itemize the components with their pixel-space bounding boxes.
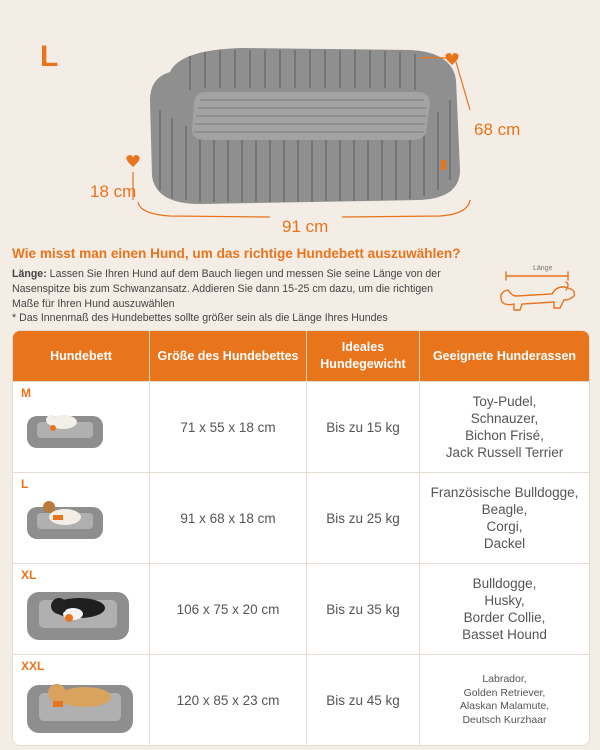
breeds-cell	[420, 655, 589, 745]
breed-item: Dackel	[483, 536, 526, 551]
dims-cell: 120 x 85 x 23 cm	[150, 655, 307, 745]
table-row	[13, 472, 589, 563]
bed-cell	[13, 564, 150, 654]
height-dimension: 18 cm	[90, 182, 137, 201]
breed-item: Toy-Pudel,	[472, 394, 537, 409]
table-row	[13, 381, 589, 472]
breed-item: Labrador,	[482, 673, 527, 685]
size-tag: XXL	[21, 659, 45, 673]
breed-item: Golden Retriever,	[463, 686, 546, 699]
weight-cell: Bis zu 25 kg	[307, 473, 420, 563]
header-breeds: Geeignete Hunderassen	[432, 348, 577, 363]
weight-cell: Bis zu 45 kg	[307, 655, 420, 745]
breed-item: Alaskan Malamute,	[459, 700, 550, 712]
breeds-cell	[420, 382, 589, 472]
dog-bed-thumbnail	[23, 675, 137, 737]
weight-cell: Bis zu 35 kg	[307, 564, 420, 654]
width-dimension: 91 cm	[282, 217, 329, 236]
bed-cell	[13, 382, 150, 472]
breed-item: Deutsch Kurzhaar	[462, 713, 547, 726]
size-tag: XL	[21, 568, 37, 582]
breeds-cell	[420, 473, 589, 563]
dims-cell: 106 x 75 x 20 cm	[150, 564, 307, 654]
length-illustration-label: Länge	[533, 265, 553, 272]
header-bed: Hundebett	[13, 331, 150, 381]
dims-cell: 71 x 55 x 18 cm	[150, 382, 307, 472]
desc-label: Länge:	[12, 268, 47, 280]
desc-text: Lassen Sie Ihren Hund auf dem Bauch liegen und messen Sie seine Länge von der Nasenspitze bis zum Schwanzansatz. Addieren Sie dann 15-25 cm dazu, um die richtigen Maße für Ihren Hund auszuwählen	[12, 268, 441, 310]
dims-cell: 91 x 68 x 18 cm	[150, 473, 307, 563]
header-bed-size: Größe des Hundebettes	[150, 331, 307, 381]
breed-item: Schnauzer,	[470, 411, 539, 426]
header-weight: Ideales Hundegewicht	[307, 331, 420, 381]
breed-item: Basset Hound	[462, 627, 547, 642]
measure-description	[12, 267, 442, 326]
measure-question-heading: Wie misst man einen Hund, um das richtige Hundebett auszuwählen?	[12, 246, 461, 261]
size-tag: M	[21, 386, 31, 400]
table-header-row	[13, 331, 589, 381]
breed-item: Jack Russell Terrier	[445, 445, 564, 460]
breed-item: Husky,	[484, 593, 525, 608]
size-chart-table	[12, 330, 590, 746]
breed-item: Border Collie,	[463, 610, 546, 625]
breed-item: Französische Bulldogge,	[430, 485, 579, 500]
breed-item: Bichon Frisé,	[465, 428, 544, 443]
breed-item: Bulldogge,	[472, 576, 537, 591]
breed-item: Beagle,	[481, 502, 528, 517]
product-size-label: L	[40, 40, 59, 73]
breed-item: Corgi,	[486, 519, 523, 534]
bed-cell	[13, 473, 150, 563]
table-row	[13, 654, 589, 745]
size-tag: L	[21, 477, 29, 491]
table-row	[13, 563, 589, 654]
dog-bed-thumbnail	[23, 493, 107, 543]
inner-size-note: * Das Innenmaß des Hundebettes sollte größer sein als die Länge Ihres Hundes	[12, 312, 388, 325]
breeds-cell	[420, 564, 589, 654]
dog-bed-thumbnail	[23, 402, 107, 452]
bed-cell	[13, 655, 150, 745]
weight-cell: Bis zu 15 kg	[307, 382, 420, 472]
dog-bed-thumbnail	[23, 584, 133, 644]
depth-dimension: 68 cm	[474, 120, 521, 139]
